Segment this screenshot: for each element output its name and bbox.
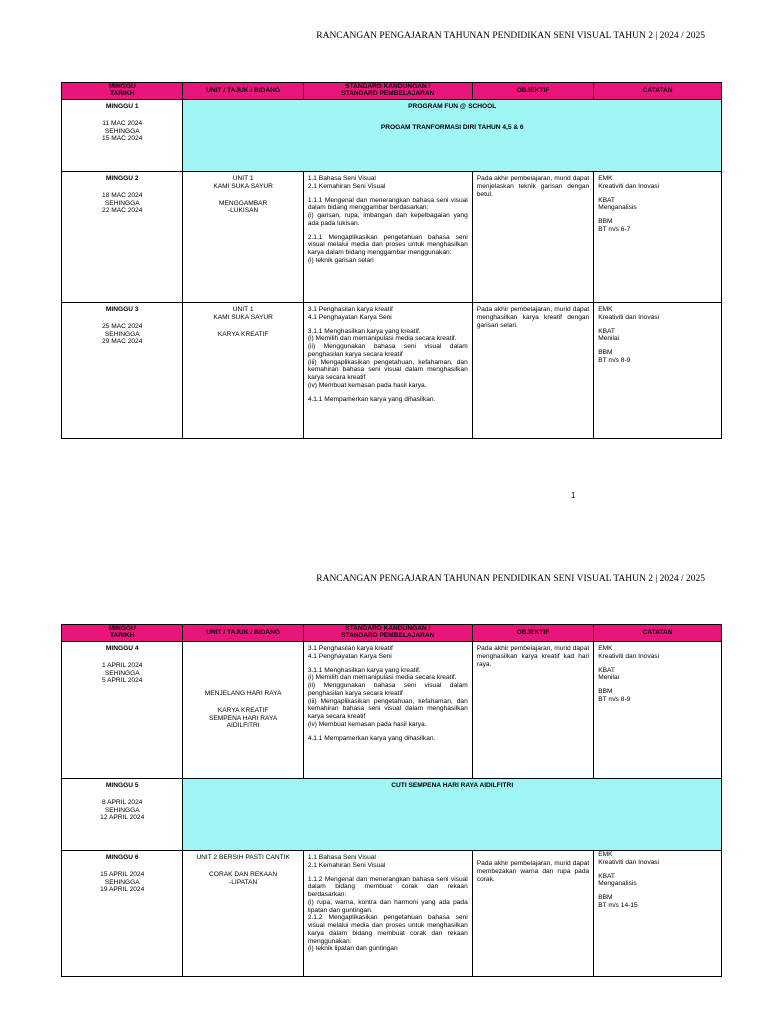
objective-cell: Pada akhir pembelajaran, murid dapat membezakan warna dan rupa pada corak. bbox=[472, 851, 593, 977]
notes-cell: EMK Kreativiti dan Inovasi KBAT Menilai BBM BT m/s 8-9 bbox=[594, 642, 722, 779]
week-dates: 25 MAC 2024 SEHINGGA 29 MAC 2024 bbox=[102, 322, 143, 346]
week-title: MINGGU 4 bbox=[105, 645, 139, 652]
unit-cell: MENJELANG HARI RAYA KARYA KREATIF SEMPENA HARI RAYA AIDILFITRI bbox=[183, 642, 303, 779]
week-cell bbox=[62, 100, 183, 172]
week-cell bbox=[62, 851, 183, 977]
week-cell bbox=[62, 172, 183, 303]
table-row bbox=[62, 303, 722, 439]
table-header-row bbox=[62, 625, 722, 642]
program-banner: PROGRAM FUN @ SCHOOL PROGAM TRANFORMASI DIRI TAHUN 4,5 & 6 bbox=[183, 100, 722, 172]
table-row bbox=[62, 851, 722, 977]
page-header: RANCANGAN PENGAJARAN TAHUNAN PENDIDIKAN SENI VISUAL TAHUN 2 | 2024 / 2025 bbox=[316, 31, 705, 41]
week-title: MINGGU 2 bbox=[105, 175, 139, 182]
notes-cell: EMK Kreativiti dan Inovasi KBAT Menganalisis BBM BT m/s 6-7 bbox=[594, 172, 722, 303]
lesson-plan-table bbox=[61, 624, 722, 977]
week-dates: 8 APRIL 2024 SEHINGGA 12 APRIL 2024 bbox=[100, 798, 145, 822]
week-title: MINGGU 3 bbox=[105, 306, 139, 313]
week-cell bbox=[62, 779, 183, 851]
column-header-notes: CATATAN bbox=[594, 83, 722, 100]
week-title: MINGGU 6 bbox=[105, 854, 139, 861]
objective-cell: Pada akhir pembelajaran, murid dapat menjelaskan teknik garisan dengan betul. bbox=[472, 172, 593, 303]
table-row bbox=[62, 642, 722, 779]
column-header-standard: STANDARD KANDUNGAN / STANDARD PEMBELAJARAN bbox=[303, 83, 472, 100]
unit-cell: UNIT 2 BERSIH PASTI CANTIK CORAK DAN REKAAN -LIPATAN bbox=[183, 851, 303, 977]
holiday-banner: CUTI SEMPENA HARI RAYA AIDILFITRI bbox=[183, 779, 722, 851]
standard-cell: 1.1 Bahasa Seni Visual 2.1 Kemahiran Seni Visual 1.1.2 Mengenal dan menerangkan bahasa seni visual dalam bidang membuat corak dan rekaan berdasarkan: (i) rupa, warna, kontra dan harmoni yang ada pada lipatan dan guntingan. 2.1.2 Mengaplikasikan pengetahuan bahasa seni visual melalui media dan proses untuk menghasilkan karya dalam bidang membuat corak dan rekaan menggunakan: (i) teknik lipatan dan guntingan bbox=[303, 851, 472, 977]
standard-cell: 1.1 Bahasa Seni Visual 2.1 Kemahiran Seni Visual 1.1.1 Mengenal dan menerangkan bahasa seni visual dalam bidang menggambar berdasarkan: (i) garisan, rupa, imbangan dan kepelbagaian yang ada pada lukisan. 2.1.1 Mengaplikasikan pengetahuan bahasa seni visual melalui media dan proses untuk menghasilkan karya dalam bidang menggambar menggunakan: (i) teknik garisan selari bbox=[303, 172, 472, 303]
column-header-week: MINGGU TARIKH bbox=[62, 83, 183, 100]
week-cell bbox=[62, 303, 183, 439]
column-header-standard: STANDARD KANDUNGAN / STANDARD PEMBELAJARAN bbox=[303, 625, 472, 642]
standard-cell: 3.1 Penghasilan karya kreatif 4.1 Penghayatan Karya Seni 3.1.1 Menghasilkan karya yang kreatif. (i) Memilih dan memanipulasi media secara kreatif. (ii) Menggunakan bahasa seni visual dalam penghasilan karya secara kreatif (iii) Mengaplikasikan pengetahuan, kefahaman, dan kemahiran bahasa seni visual dalam menghasilkan karya secara kreatif (iv) Membuat kemasan pada hasil karya. 4.1.1 Mempamerkan karya yang dihasilkan. bbox=[303, 642, 472, 779]
objective-cell: Pada akhir pembelajaran, murid dapat menghasilkan karya kreatif kad hari raya. bbox=[472, 642, 593, 779]
notes-cell: EMK Kreativiti dan Inovasi KBAT Menganalisis BBM BT m/s 14-15 bbox=[594, 851, 722, 977]
column-header-notes: CATATAN bbox=[594, 625, 722, 642]
lesson-plan-table bbox=[61, 82, 722, 439]
week-title: MINGGU 5 bbox=[105, 782, 139, 789]
column-header-week: MINGGU TARIKH bbox=[62, 625, 183, 642]
week-title: MINGGU 1 bbox=[105, 103, 139, 110]
week-dates: 18 MAC 2024 SEHINGGA 22 MAC 2024 bbox=[102, 191, 143, 215]
week-dates: 1 APRIL 2024 SEHINGGA 5 APRIL 2024 bbox=[101, 661, 143, 685]
column-header-objective: OBJEKTIF bbox=[472, 83, 593, 100]
table-row bbox=[62, 779, 722, 851]
column-header-unit: UNIT / TAJUK / BIDANG bbox=[183, 83, 303, 100]
week-dates: 11 MAC 2024 SEHINGGA 15 MAC 2024 bbox=[102, 119, 143, 143]
column-header-unit: UNIT / TAJUK / BIDANG bbox=[183, 625, 303, 642]
page-header: RANCANGAN PENGAJARAN TAHUNAN PENDIDIKAN SENI VISUAL TAHUN 2 | 2024 / 2025 bbox=[316, 574, 705, 584]
week-dates: 15 APRIL 2024 SEHINGGA 19 APRIL 2024 bbox=[100, 870, 145, 894]
table-row bbox=[62, 172, 722, 303]
table-row bbox=[62, 100, 722, 172]
unit-cell: UNIT 1 KAMI SUKA SAYUR MENGGAMBAR -LUKISAN bbox=[183, 172, 303, 303]
standard-cell: 3.1 Penghasilan karya kreatif 4.1 Penghayatan Karya Seni 3.1.1 Menghasilkan karya yang kreatif. (i) Memilih dan memanipulasi media secara kreatif. (ii) Menggunakan bahasa seni visual dalam penghasilan karya secara kreatif (iii) Mengaplikasikan pengetahuan, kefahaman, dan kemahiran bahasa seni visual dalam menghasilkan karya secara kreatif (iv) Membuat kemasan pada hasil karya. 4.1.1 Mempamerkan karya yang dihasilkan. bbox=[303, 303, 472, 439]
unit-cell: UNIT 1 KAMI SUKA SAYUR KARYA KREATIF bbox=[183, 303, 303, 439]
page-number: 1 bbox=[571, 491, 576, 500]
column-header-objective: OBJEKTIF bbox=[472, 625, 593, 642]
objective-cell: Pada akhir pembelajaran, murid dapat menghasilkan karya kreatif dengan garisan selari. bbox=[472, 303, 593, 439]
table-header-row bbox=[62, 83, 722, 100]
notes-cell: EMK Kreativiti dan Inovasi KBAT Menilai BBM BT m/s 8-9 bbox=[594, 303, 722, 439]
week-cell bbox=[62, 642, 183, 779]
